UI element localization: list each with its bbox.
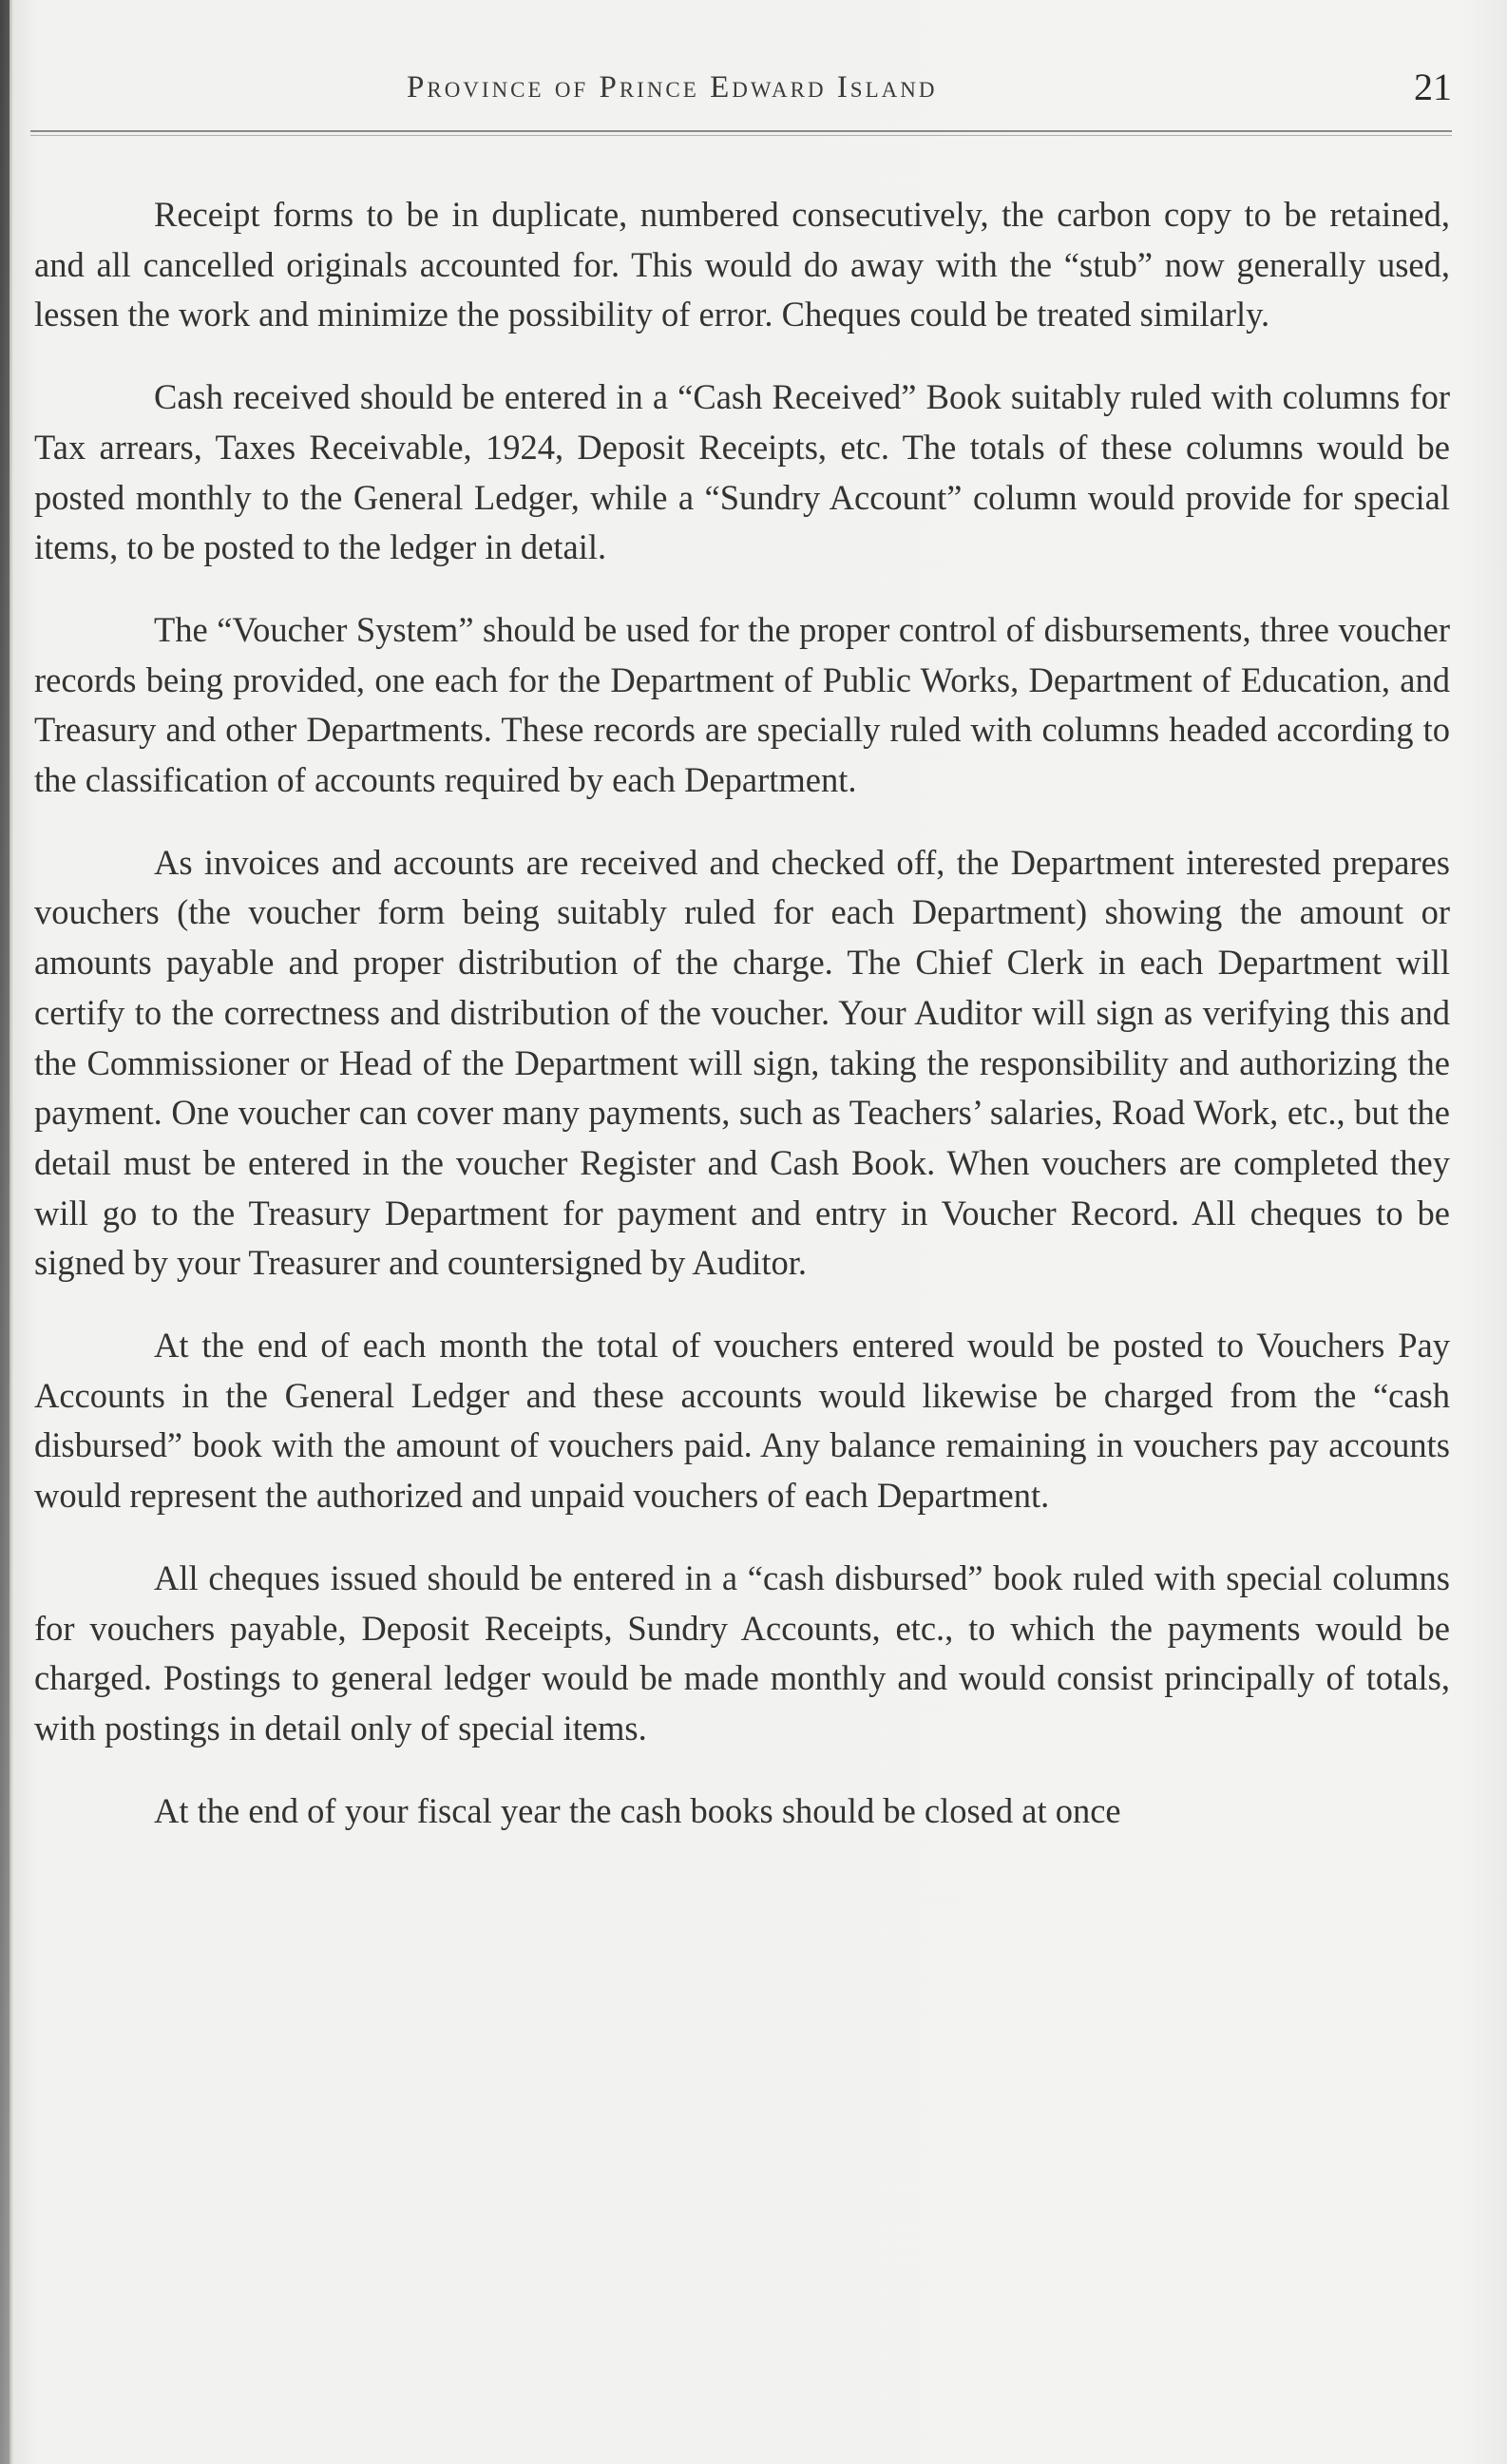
page-header <box>29 59 1463 125</box>
paragraph-cash-received: Cash received should be entered in a “Cash Received” Book suitably ruled with columns for Tax arrears, Taxes Receivable, 1924, Deposit Receipts, etc. The totals of these columns would be posted monthly to the General Ledger, while a “Sundry Account” column would provide for special items, to be posted to the ledger in detail. <box>34 377 1450 567</box>
paragraph-receipt-forms: Receipt forms to be in duplicate, numbered consecutively, the carbon copy to be retained, and all cancelled originals accounted for. This would do away with the “stub” now generally used, lessen the work and minimize the possibility of error. Cheques could be treated similarly. <box>34 195 1450 334</box>
paragraph-voucher-system: The “Voucher System” should be used for the proper control of disbursements, three voucher records being provided, one each for the Department of Public Works, Department of Education, and Treasury and other Departments. These records are specially ruled with columns headed according to the classification of accounts required by each Department. <box>34 609 1450 800</box>
paragraph-month-end: At the end of each month the total of vouchers entered would be posted to Vouchers Pay Accounts in the General Ledger and these accounts would likewise be charged from the “cash disbursed” book with the amount of vouchers paid. Any balance remaining in vouchers pay accounts would represent the authorized and unpaid vouchers of each Department. <box>34 1326 1450 1516</box>
header-rule-secondary <box>30 135 1452 136</box>
binding-edge <box>0 0 10 2464</box>
paragraph-invoices: As invoices and accounts are received and checked off, the Department interested prepares vouchers (the voucher form being suitably ruled for each Department) showing the amount or amounts payable and proper distribution of the charge. The Chief Clerk in each Department will certify to the correctness and distribution of the voucher. Your Auditor will sign as verifying this and the Commissioner or Head of the Department will sign, taking the responsibility and authorizing the payment. One voucher can cover many payments, such as Teachers’ salaries, Road Work, etc., but the detail must be entered in the voucher Register and Cash Book. When vouchers are completed they will go to the Treasury Department for payment and entry in Voucher Record. All cheques to be signed by your Treasurer and countersigned by Auditor. <box>34 842 1450 1283</box>
page-number: 21 <box>1414 66 1452 108</box>
paragraph-cheques-issued: All cheques issued should be entered in a “cash disbursed” book ruled with special columns for vouchers payable, Deposit Receipts, Sundry Accounts, etc., to which the payments would be charged. Postings to general ledger would be made monthly and would consist principally of totals, with postings in detail only of special items. <box>34 1557 1450 1748</box>
paragraph-fiscal-year: At the end of your fiscal year the cash books should be closed at once <box>154 1790 1121 1830</box>
running-head: Province of Prince Edward Island <box>407 70 938 105</box>
header-rule <box>30 130 1452 132</box>
body-text <box>34 190 1450 1868</box>
